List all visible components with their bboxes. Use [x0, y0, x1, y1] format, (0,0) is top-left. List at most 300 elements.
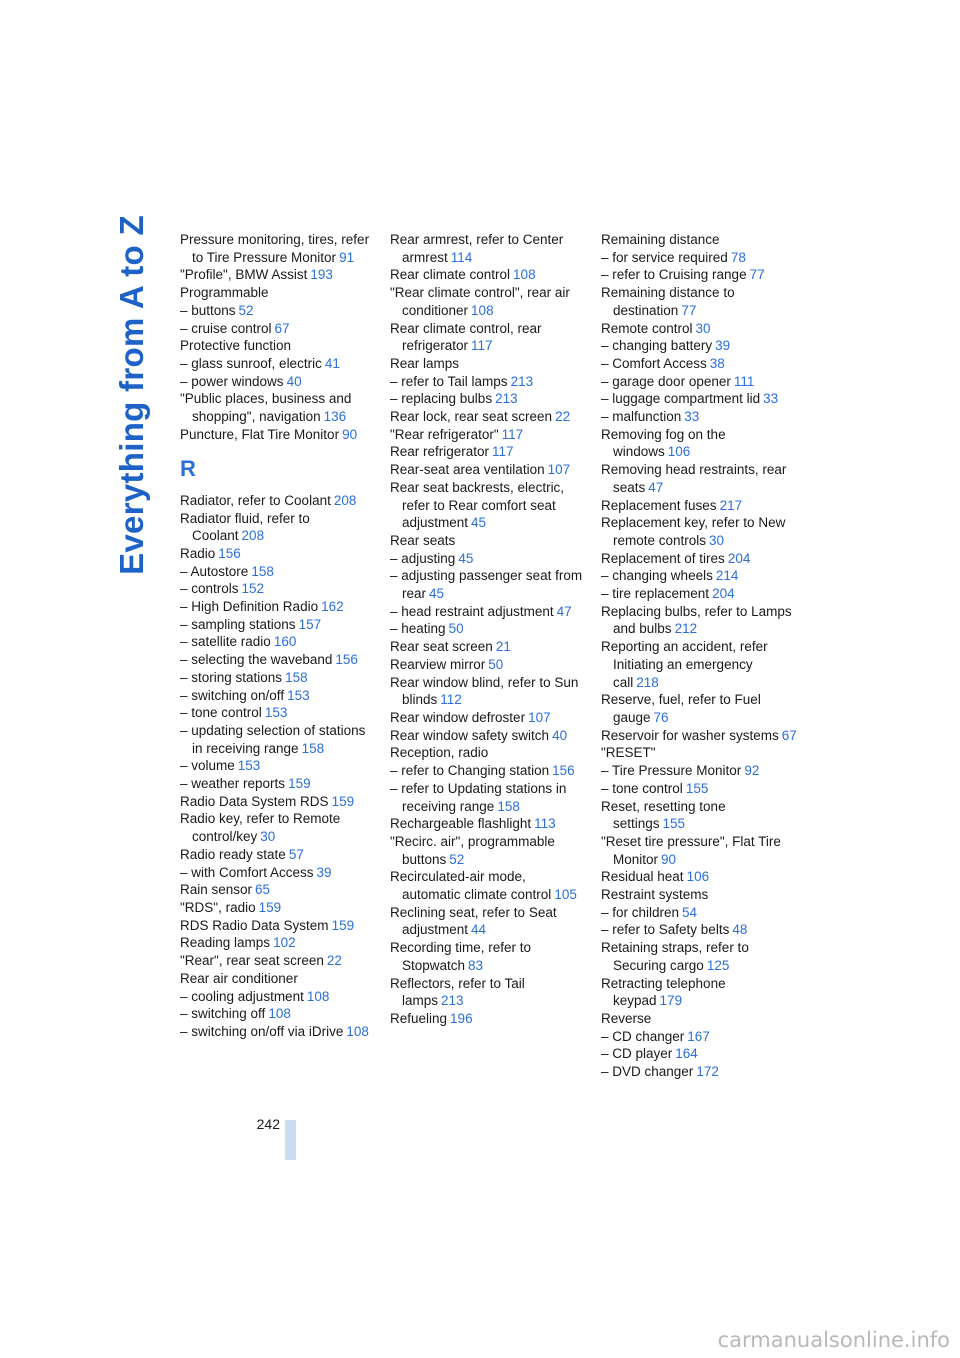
page-reference-link[interactable]: 22 [555, 409, 571, 425]
page-reference-link[interactable]: 102 [273, 935, 296, 951]
index-entry-label: "RDS", radio [180, 900, 256, 915]
index-entry-label: Rear window safety switch [390, 727, 550, 743]
index-entry-label: – CD changer [601, 1028, 685, 1044]
index-entry [390, 744, 586, 762]
page-reference-link[interactable]: 153 [237, 758, 261, 774]
index-entry [180, 284, 376, 302]
index-entry-label: – sampling stations [180, 616, 296, 632]
index-entry-label: – garage door opener [601, 373, 731, 389]
page-reference-link[interactable]: 117 [501, 426, 524, 442]
page-reference-link[interactable]: 39 [316, 864, 332, 880]
index-entry-label: – refer to Tail lamps [390, 373, 508, 389]
index-entry [180, 793, 376, 811]
index-entry-label: Radiator fluid, refer to Coolant [180, 510, 310, 544]
page-reference-link[interactable]: 162 [321, 599, 344, 615]
page-reference-link[interactable]: 83 [468, 957, 484, 973]
index-entry [390, 709, 586, 727]
index-entry-label: Recording time, refer to Stopwatch [390, 940, 532, 973]
page-reference-link[interactable]: 214 [715, 568, 739, 584]
index-entry-label: Reverse [601, 1010, 652, 1026]
index-entry-label: Reporting an accident, refer Initiating an emergency call [601, 639, 768, 690]
index-entry-label: – updating selection of stations in receiving range [180, 722, 366, 756]
index-entry-label: – malfunction [601, 409, 682, 425]
index-entry [601, 426, 797, 461]
page-reference-link[interactable]: 50 [488, 656, 504, 672]
index-entry [601, 904, 797, 922]
index-entry-label: Rear-seat area ventilation [390, 462, 545, 478]
index-entry [180, 390, 376, 425]
index-entry [180, 1023, 376, 1041]
index-entry-label: Rain sensor [180, 882, 253, 898]
page-reference-link[interactable]: 45 [429, 586, 445, 602]
index-entry [180, 580, 376, 598]
page-reference-link[interactable]: 30 [695, 320, 711, 336]
page-reference-link[interactable]: 156 [218, 545, 241, 561]
page-reference-link[interactable]: 160 [273, 634, 297, 650]
index-entry-label: – volume [180, 758, 235, 774]
page-reference-link[interactable]: 114 [450, 249, 473, 265]
index-column-1 [180, 231, 376, 1041]
page-reference-link[interactable]: 54 [682, 904, 698, 920]
page-reference-link[interactable]: 67 [274, 320, 290, 336]
page-reference-link[interactable]: 108 [268, 1006, 291, 1022]
index-entry [180, 320, 376, 338]
index-entry [390, 390, 586, 408]
index-entry-label: – High Definition Radio [180, 599, 319, 615]
page-reference-link[interactable]: 159 [331, 793, 355, 809]
index-entry [601, 320, 797, 338]
index-entry-label: Retracting telephone keypad [601, 975, 726, 1009]
page-reference-link[interactable]: 105 [554, 887, 577, 903]
index-entry-label: Remote control [601, 320, 693, 336]
index-entry-label: Rear climate control [390, 267, 511, 283]
index-entry-label: – tone control [601, 780, 683, 796]
page-reference-link[interactable]: 57 [288, 846, 304, 862]
index-entry-label: Programmable [180, 285, 269, 301]
index-entry-label: Restraint systems [601, 887, 709, 903]
index-entry-label: – luggage compartment lid [601, 391, 761, 407]
index-entry [390, 939, 586, 974]
page-reference-link[interactable]: 204 [712, 586, 735, 602]
page-reference-link[interactable]: 30 [260, 829, 276, 845]
index-entry-label: "Recirc. air", programmable buttons [390, 833, 555, 867]
index-entry-label: Replacement fuses [601, 497, 717, 513]
index-entry [180, 510, 376, 545]
page-reference-link[interactable]: 40 [552, 727, 568, 743]
index-entry [601, 461, 797, 496]
page-reference-link[interactable]: 77 [749, 267, 765, 283]
page-reference-link[interactable]: 108 [306, 988, 330, 1004]
index-entry-label: Reclining seat, refer to Seat adjustment [390, 904, 557, 938]
index-entry [390, 320, 586, 355]
side-title-text: Everything from A to Z [113, 215, 150, 575]
page-reference-link[interactable]: 158 [497, 798, 520, 814]
index-entry-label: – changing battery [601, 338, 713, 354]
index-entry-label: – head restraint adjustment [390, 603, 554, 619]
index-entry [601, 373, 797, 391]
page-reference-link[interactable]: 33 [763, 391, 779, 407]
index-entry [390, 567, 586, 602]
index-entry-label: "Profile", BMW Assist [180, 267, 308, 283]
index-entry [390, 727, 586, 745]
index-entry-label: – replacing bulbs [390, 391, 493, 407]
index-entry-label: Rechargeable flashlight [390, 816, 532, 832]
watermark: carmanualsonline.info [717, 1328, 950, 1352]
index-entry-label: – controls [180, 581, 239, 597]
index-entry-label: Retaining straps, refer to Securing cargo [601, 940, 749, 973]
page-reference-link[interactable]: 156 [335, 652, 358, 668]
page-reference-link[interactable]: 158 [251, 563, 274, 579]
index-entry [601, 939, 797, 974]
index-entry-label: Remaining distance to destination [601, 285, 735, 318]
index-entry-label: Refueling [390, 1010, 448, 1026]
index-entry-label: – with Comfort Access [180, 864, 314, 880]
index-entry-label: – for service required [601, 249, 728, 265]
index-entry [601, 975, 797, 1010]
index-entry [601, 798, 797, 833]
index-entry [180, 598, 376, 616]
index-entry [390, 550, 586, 568]
index-entry-label: Rear armrest, refer to Center armrest [390, 232, 564, 265]
index-entry [180, 687, 376, 705]
index-entry [180, 563, 376, 581]
index-entry [390, 975, 586, 1010]
page-reference-link[interactable]: 30 [709, 532, 725, 548]
index-entry-label: "Public places, business and shopping", navigation [180, 391, 352, 425]
index-entry [390, 904, 586, 939]
page-reference-link[interactable]: 45 [471, 515, 487, 531]
index-entry-label: Rear lock, rear seat screen [390, 409, 553, 425]
index-entry [390, 656, 586, 674]
index-entry-label: Radiator, refer to Coolant [180, 492, 331, 508]
page-reference-link[interactable]: 155 [685, 780, 709, 796]
page-reference-link[interactable]: 33 [684, 409, 700, 425]
page-reference-link[interactable]: 158 [285, 669, 308, 685]
index-entry [601, 266, 797, 284]
index-entry-label: Rear air conditioner [180, 970, 298, 986]
index-entry-label: – tone control [180, 705, 262, 721]
index-entry-label: – for children [601, 904, 680, 920]
page-reference-link[interactable]: 172 [696, 1064, 719, 1080]
page-reference-link[interactable]: 92 [744, 763, 760, 779]
index-entry [601, 744, 797, 762]
index-entry-label: Pressure monitoring, tires, refer to Tire Pressure Monitor [180, 232, 370, 265]
page-reference-link[interactable]: 52 [238, 302, 254, 318]
index-entry [601, 921, 797, 939]
index-entry [601, 408, 797, 426]
page-reference-link[interactable]: 113 [534, 816, 556, 832]
page-reference-link[interactable]: 52 [449, 851, 465, 867]
index-entry-label: Rear seat backrests, electric, refer to Rear comfort seat adjustment [390, 479, 565, 531]
index-entry-label: Rear refrigerator [390, 444, 490, 460]
index-entry-label: Replacement of tires [601, 550, 725, 566]
index-entry-label: Reserve, fuel, refer to Fuel gauge [601, 692, 761, 725]
index-entry-label: – power windows [180, 373, 284, 389]
index-entry [390, 532, 586, 550]
page-reference-link[interactable]: 40 [286, 373, 302, 389]
index-entry-label: Reservoir for washer systems [601, 727, 779, 743]
entries-after-r [180, 492, 376, 1041]
page-reference-link[interactable]: 107 [547, 462, 571, 478]
index-entry [390, 443, 586, 461]
page-reference-link[interactable]: 106 [686, 869, 710, 885]
index-entry-label: – refer to Updating stations in receiving range [390, 780, 567, 814]
index-entry [180, 917, 376, 935]
page-reference-link[interactable]: 159 [258, 900, 282, 915]
index-entry-label: Radio key, refer to Remote control/key [180, 811, 341, 845]
index-entry-label: – adjusting [390, 550, 456, 566]
page-reference-link[interactable]: 107 [528, 709, 551, 725]
index-entry-label: – Autostore [180, 563, 249, 579]
index-entry [180, 231, 376, 266]
page-reference-link[interactable]: 45 [458, 550, 474, 566]
index-entry [180, 988, 376, 1006]
page-reference-link[interactable]: 90 [661, 851, 677, 867]
index-entry-label: Rearview mirror [390, 656, 486, 672]
section-letter-r: R [180, 456, 196, 482]
page-reference-link[interactable]: 218 [636, 674, 659, 690]
index-entry-label: Rear climate control, rear refrigerator [390, 320, 542, 354]
index-entry [601, 585, 797, 603]
index-entry [390, 355, 586, 373]
index-entry-label: – DVD changer [601, 1064, 694, 1080]
page-reference-link[interactable]: 193 [310, 267, 333, 283]
index-entry-label: – cruise control [180, 320, 272, 336]
index-entry-label: Reception, radio [390, 745, 489, 761]
section-side-title [112, 215, 152, 575]
index-entry [601, 1063, 797, 1081]
entries-column-3 [601, 231, 797, 1081]
page-reference-link[interactable]: 91 [339, 249, 355, 265]
index-entry-label: – adjusting passenger seat from rear [390, 568, 583, 602]
index-entry-label: Rear window blind, refer to Sun blinds [390, 674, 579, 708]
index-entry [180, 864, 376, 882]
index-entry-label: Puncture, Flat Tire Monitor [180, 426, 340, 442]
page-reference-link[interactable]: 22 [326, 953, 342, 969]
index-entry [180, 934, 376, 952]
index-entry [180, 545, 376, 563]
page-reference-link[interactable]: 179 [659, 993, 683, 1009]
index-entry-label: – satellite radio [180, 634, 271, 650]
index-entry-label: Replacement key, refer to New remote controls [601, 515, 786, 548]
index-entry [180, 426, 376, 444]
index-entry-label: "Rear refrigerator" [390, 426, 499, 442]
page-reference-link[interactable]: 208 [241, 528, 265, 544]
index-entry-label: – heating [390, 621, 446, 637]
index-entry [601, 1028, 797, 1046]
index-entry-label: – refer to Cruising range [601, 267, 747, 283]
page-reference-link[interactable]: 155 [662, 816, 686, 832]
index-entry-label: – CD player [601, 1046, 673, 1062]
index-entry [390, 284, 586, 319]
index-entry [601, 762, 797, 780]
index-entry-label: "Reset tire pressure", Flat Tire Monitor [601, 833, 781, 867]
page-reference-link[interactable]: 159 [288, 776, 311, 792]
index-entry-label: "Rear climate control", rear air conditioner [390, 285, 570, 318]
index-entry [390, 266, 586, 284]
index-entry-label: – weather reports [180, 776, 286, 792]
index-entry [180, 633, 376, 651]
page-reference-link[interactable]: 50 [448, 621, 464, 637]
index-entry-label: Removing fog on the windows [601, 426, 726, 460]
index-entry [180, 952, 376, 970]
index-entry [180, 881, 376, 899]
index-entry [180, 492, 376, 510]
page-reference-link[interactable]: 77 [681, 302, 697, 318]
index-entry-label: – Comfort Access [601, 355, 707, 371]
index-entry-label: Rear window defroster [390, 709, 526, 725]
index-entry-label: Removing head restraints, rear seats [601, 462, 787, 495]
index-entry-label: Replacing bulbs, refer to Lamps and bulbs [601, 603, 792, 637]
index-entry-label: – cooling adjustment [180, 988, 304, 1004]
index-entry [390, 833, 586, 868]
index-entry [601, 231, 797, 249]
index-entry [390, 780, 586, 815]
index-entry [180, 704, 376, 722]
page-reference-link[interactable]: 41 [324, 355, 340, 371]
index-entry-label: Radio Data System RDS [180, 793, 329, 809]
page-reference-link[interactable]: 38 [709, 355, 725, 371]
page-reference-link[interactable]: 153 [264, 705, 288, 721]
index-column-3 [601, 231, 797, 1081]
index-entry-label: – tire replacement [601, 586, 710, 602]
page-reference-link[interactable]: 108 [513, 267, 536, 283]
index-entry-label: – changing wheels [601, 568, 713, 584]
index-entry [601, 1045, 797, 1063]
page-reference-link[interactable]: 196 [450, 1010, 473, 1026]
index-entry [390, 479, 586, 532]
page-reference-link[interactable]: 164 [675, 1046, 698, 1062]
index-entry [390, 674, 586, 709]
page-reference-link[interactable]: 48 [732, 922, 748, 938]
index-entry [390, 373, 586, 391]
index-entry [180, 722, 376, 757]
index-entry [180, 1005, 376, 1023]
index-entry [601, 355, 797, 373]
page-reference-link[interactable]: 213 [495, 391, 518, 407]
page-reference-link[interactable]: 44 [471, 922, 487, 938]
entries-column-2 [390, 231, 586, 1028]
index-entry [601, 780, 797, 798]
page-reference-link[interactable]: 213 [510, 373, 534, 389]
page-reference-link[interactable]: 117 [471, 338, 493, 354]
index-entry-label: Remaining distance [601, 232, 720, 247]
index-entry [601, 550, 797, 568]
index-entry [180, 846, 376, 864]
page-reference-link[interactable]: 21 [495, 639, 511, 655]
page-reference-link[interactable]: 112 [440, 692, 462, 708]
page-reference-link[interactable]: 167 [687, 1028, 710, 1044]
index-entry [601, 727, 797, 745]
page-reference-link[interactable]: 111 [733, 373, 755, 389]
page-reference-link[interactable]: 78 [730, 249, 746, 265]
index-entry [390, 603, 586, 621]
index-entry [180, 302, 376, 320]
page-reference-link[interactable]: 204 [727, 550, 751, 566]
index-entry [601, 284, 797, 319]
index-entry [390, 762, 586, 780]
index-entry-label: "RESET" [601, 745, 656, 761]
page-reference-link[interactable]: 136 [323, 409, 347, 425]
index-entry [180, 651, 376, 669]
page-reference-link[interactable]: 158 [301, 740, 325, 756]
index-entry [390, 231, 586, 266]
page-reference-link[interactable]: 152 [241, 581, 265, 597]
page-reference-link[interactable]: 90 [342, 426, 358, 442]
page-number: 242 [256, 1116, 280, 1132]
index-entry [601, 1010, 797, 1028]
index-entry [180, 373, 376, 391]
page-reference-link[interactable]: 212 [674, 621, 698, 637]
page-reference-link[interactable]: 117 [492, 444, 514, 460]
index-entry-label: Rear lamps [390, 355, 460, 371]
page-reference-link[interactable]: 106 [667, 444, 691, 460]
index-entry [601, 868, 797, 886]
page-reference-link[interactable]: 65 [255, 882, 271, 898]
index-entry-label: Radio [180, 545, 216, 561]
index-entry [180, 899, 376, 917]
page-reference-link[interactable]: 67 [781, 727, 797, 743]
index-entry-label: Rear seat screen [390, 639, 493, 655]
page-reference-link[interactable]: 108 [346, 1023, 369, 1039]
index-entry [390, 815, 586, 833]
index-entry [180, 810, 376, 845]
index-entry-label: Reflectors, refer to Tail lamps [390, 975, 525, 1009]
page-reference-link[interactable]: 125 [706, 957, 730, 973]
page-reference-link[interactable]: 157 [298, 616, 322, 632]
index-entry [601, 337, 797, 355]
index-entry [601, 691, 797, 726]
page-reference-link[interactable]: 213 [441, 993, 464, 1009]
index-entry [180, 970, 376, 988]
index-entry [180, 355, 376, 373]
index-entry-label: Radio ready state [180, 846, 286, 862]
page-number-bar [285, 1120, 296, 1160]
index-entry [390, 426, 586, 444]
index-column-2 [390, 231, 586, 1028]
index-entry [180, 669, 376, 687]
page-reference-link[interactable]: 208 [333, 492, 357, 508]
page-reference-link[interactable]: 76 [653, 709, 669, 725]
index-entry-label: Reset, resetting tone settings [601, 798, 726, 832]
index-entry [390, 461, 586, 479]
page-reference-link[interactable]: 217 [719, 497, 743, 513]
index-entry [390, 408, 586, 426]
page-reference-link[interactable]: 159 [331, 917, 355, 933]
page-reference-link[interactable]: 39 [715, 338, 731, 354]
index-entry-label: Protective function [180, 338, 292, 354]
index-entry [601, 603, 797, 638]
index-entry [390, 868, 586, 903]
page-reference-link[interactable]: 108 [471, 302, 494, 318]
index-entry [601, 390, 797, 408]
index-entry-label: – refer to Changing station [390, 763, 550, 779]
index-entry-label: – buttons [180, 302, 236, 318]
index-entry-label: – selecting the waveband [180, 652, 333, 668]
index-entry [601, 567, 797, 585]
index-entry-label: Recirculated-air mode, automatic climate control [390, 869, 552, 903]
index-entry-label: – storing stations [180, 669, 283, 685]
index-entry [180, 337, 376, 355]
index-entry-label: Residual heat [601, 869, 684, 885]
page-reference-link[interactable]: 153 [287, 687, 310, 703]
page-reference-link[interactable]: 47 [556, 603, 572, 619]
page-reference-link[interactable]: 156 [552, 763, 575, 779]
page-reference-link[interactable]: 47 [648, 479, 664, 495]
index-entry [390, 620, 586, 638]
index-entry [390, 638, 586, 656]
index-entry [180, 616, 376, 634]
